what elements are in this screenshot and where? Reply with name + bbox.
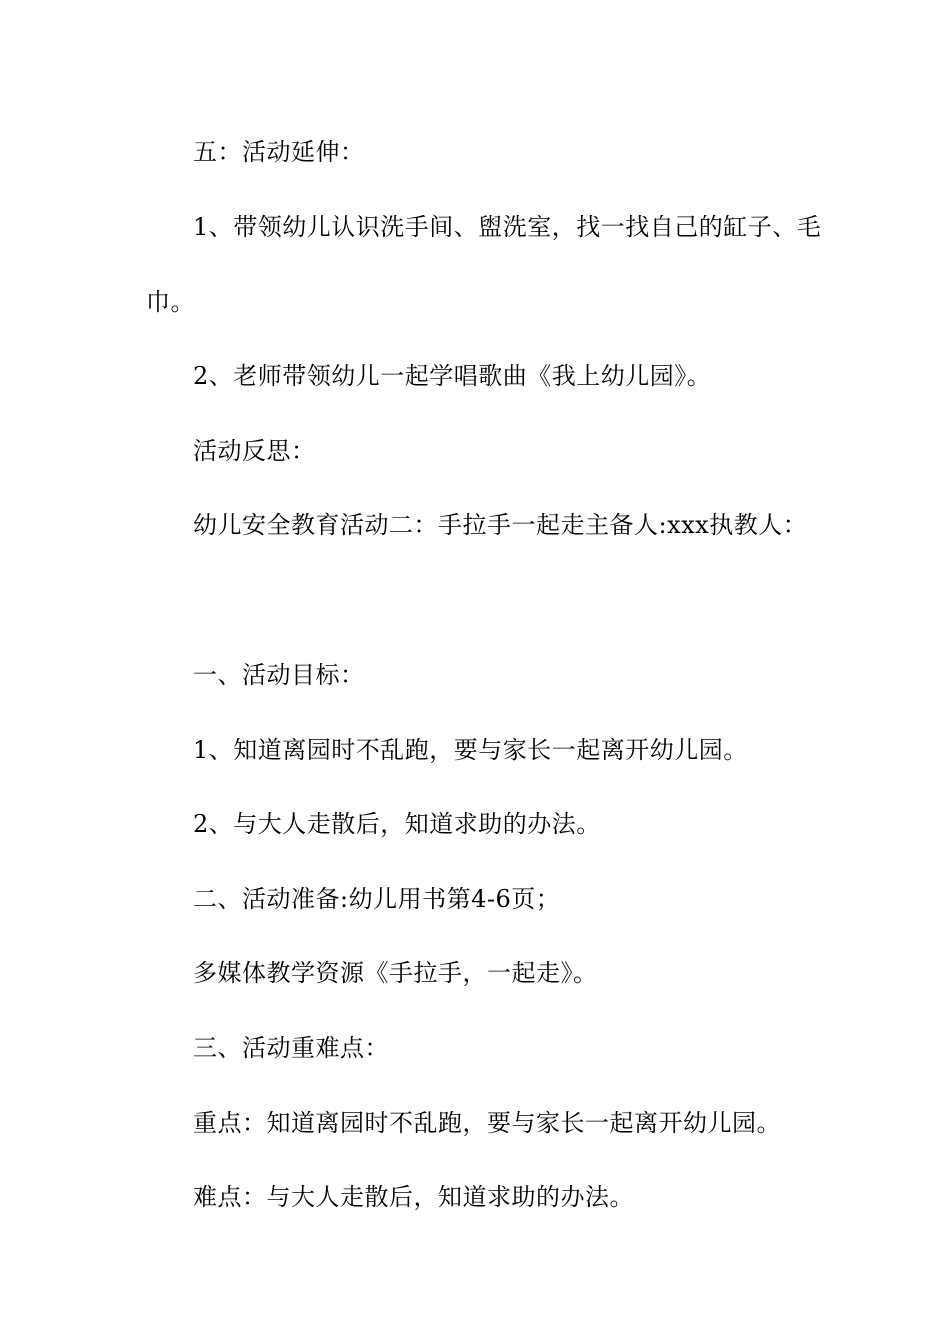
paragraph-line-continuation: 巾。 [146, 288, 195, 316]
activity-title-line: 幼儿安全教育活动二：手拉手一起走主备人:xxx执教人： [193, 511, 808, 539]
section-heading-goals: 一、活动目标： [193, 661, 365, 689]
section-heading-key-points: 三、活动重难点： [193, 1034, 389, 1062]
paragraph-line: 2、与大人走散后，知道求助的办法。 [193, 810, 601, 838]
section-heading-preparation: 二、活动准备:幼儿用书第4-6页； [193, 885, 561, 913]
section-heading-extension: 五：活动延伸： [193, 138, 365, 166]
paragraph-line: 2、老师带领幼儿一起学唱歌曲《我上幼儿园》。 [193, 362, 712, 390]
section-heading-reflection: 活动反思： [193, 437, 316, 465]
paragraph-line: 重点：知道离园时不乱跑，要与家长一起离开幼儿园。 [193, 1109, 781, 1137]
paragraph-line: 难点：与大人走散后，知道求助的办法。 [193, 1183, 634, 1211]
paragraph-line: 1、带领幼儿认识洗手间、盥洗室，找一找自己的缸子、毛 [193, 213, 822, 241]
paragraph-line: 多媒体教学资源《手拉手，一起走》。 [193, 959, 598, 987]
paragraph-line: 1、知道离园时不乱跑，要与家长一起离开幼儿园。 [193, 736, 748, 764]
